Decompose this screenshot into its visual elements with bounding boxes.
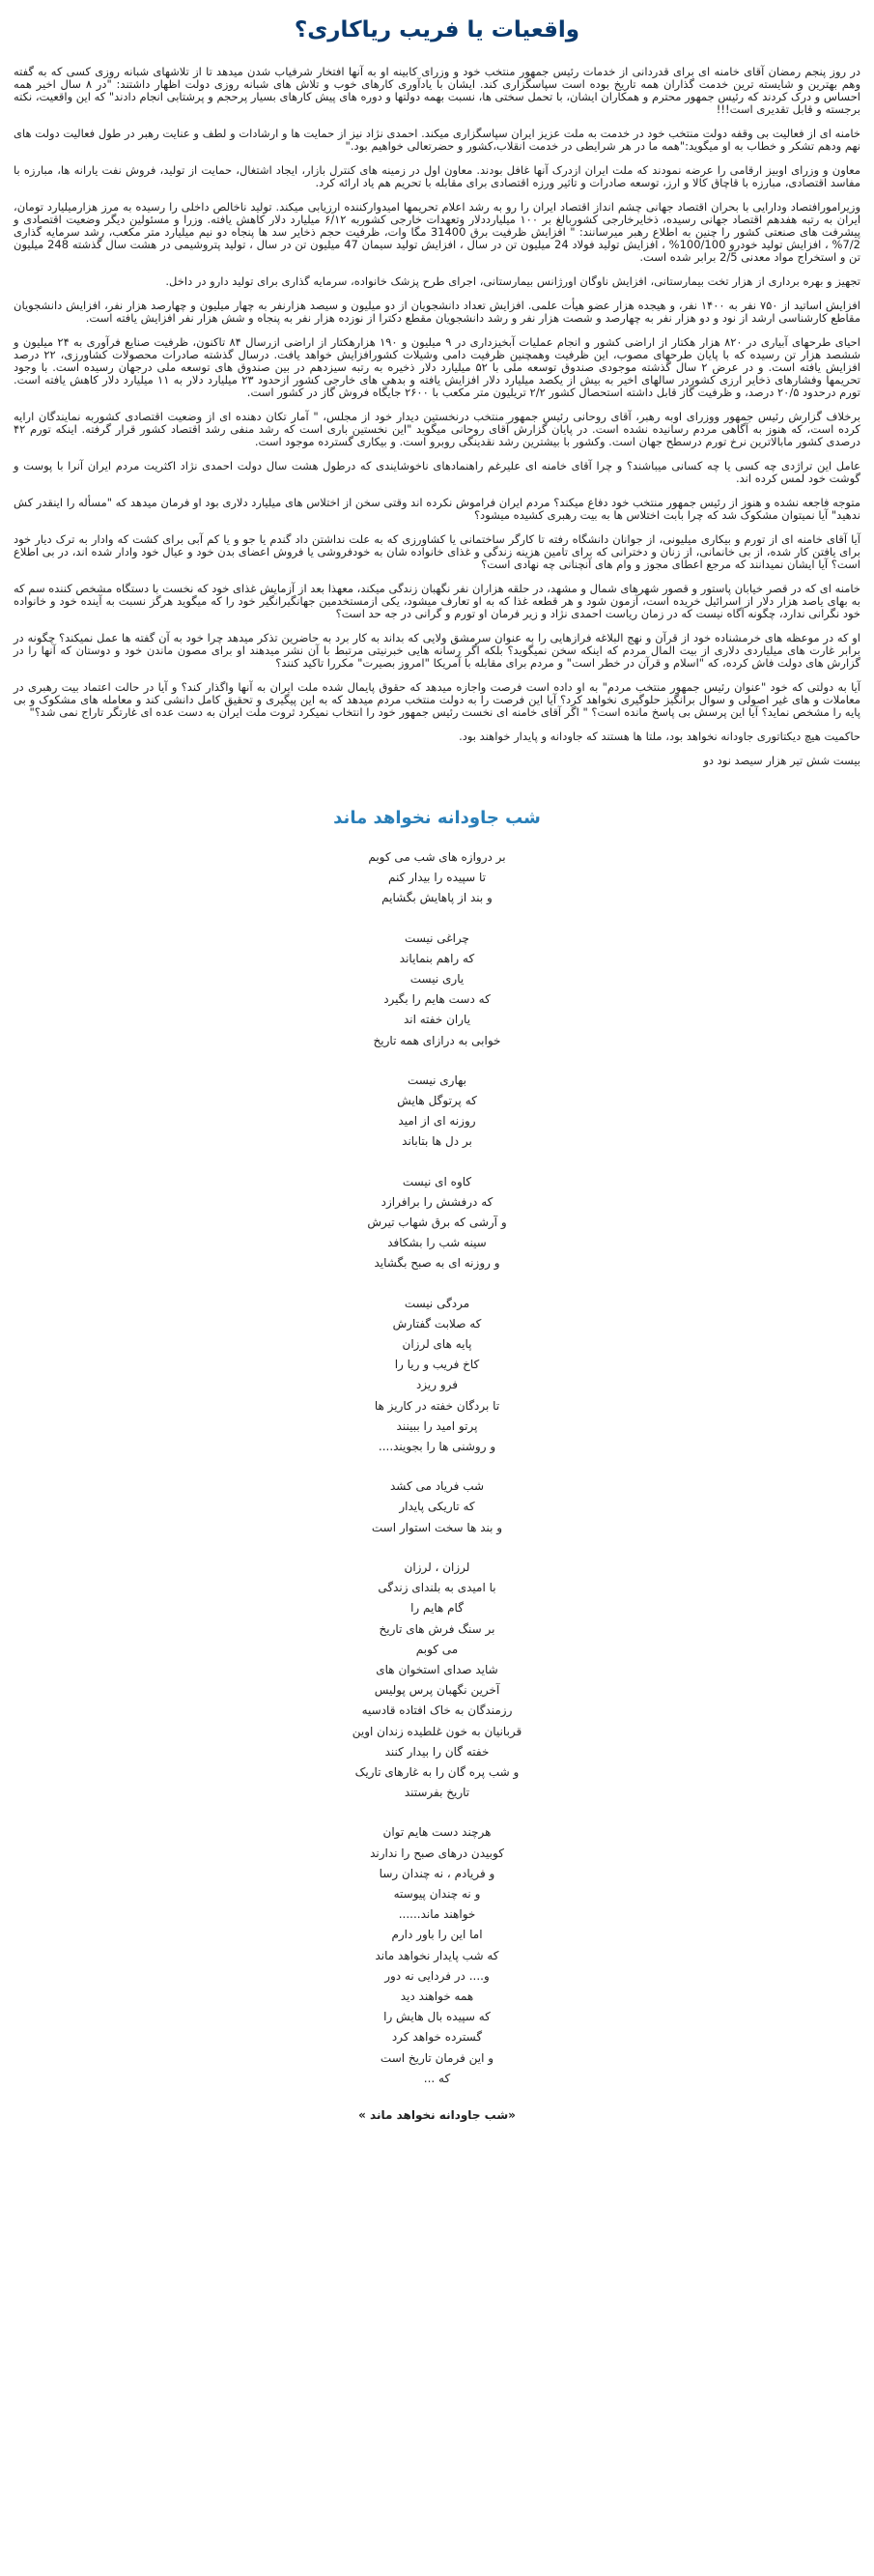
poem-line: قربانیان به خون غلطیده زندان اوین xyxy=(352,1724,522,1738)
paragraph: او که در موعظه های خرمشناده خود از قرآن و نهج البلاغه فرازهایی را به عنوان سرمشق ولایی که بداند به کار برد به حاضرین تذکر میدهد چرا خود به آن گفته ها عمل نمیکند؟ چگونه در برابر غارت های میلیاردی دلاری از بیت المال مردم که اینکه سخن نمیگوید؟ بلکه اگر رسانه هایی خبرنیتی مرتبط با آن نشر میدهند او برای مصون ماندن خود و دوستان که آنها را در گزارش های دولت فاش کرده، که "اسلام و قرآن در خطر است" و مردم برای مقابله با آمریکا "امروز بصیرت" مکررا تاکید کنند؟ xyxy=(14,631,860,670)
poem-line: و بند ها سخت استوار است xyxy=(371,1520,503,1534)
poem-line: همه خواهند دید xyxy=(400,1989,474,2003)
poem-line: سینه شب را بشکافد xyxy=(387,1236,487,1250)
poem-line: و این فرمان تاریخ است xyxy=(380,2050,494,2065)
paragraph: وزیرامورافتصاد ودارایی با بحران اقتصاد جهانی چشم انداز اقتصاد ایران را رو به رشد اعلام تحریمها امیدوارکننده ارزیابی میکند. تولید ناخالص داخلی را رسیده به مرز هزارمیلیارد تومان، ایران به رتبه هفدهم اقتصاد جهانی رسیده، ذخایرخارجی کشوربالغ بر ۱۰۰ میلیارددلار وتعهدات خارجی کشوربه ۶/۱۲ میلیارد دلار کاهش یافته. وزرا و مسئولین دیگر وضعیت اقتصادی و پیشرفت های صنعتی کشور را چنین به اطلاع رهبر میرسانند: " افزایش ظرفیت برق 31400 مگا وات، ظرفیت حجم ذخایر سد ها پنجاه دو نیم میلیارد متر مکعب، رشد سرمایه گذاری 7/2% ، افزایش تولید خودرو 100/100% ، افزایش تولید فولاد 24 میلیون تن در سال ، افزایش تولید سیمان 47 میلیون تن در سال ، تولید پتروشیمی در هشت سال گذشته 248 میلیون تن و استخراج مواد معدنی 2/5 برابر شده است. xyxy=(14,200,861,264)
poem-line: یاران خفته اند xyxy=(403,1013,471,1027)
poem-line: که پرتوگل هایش xyxy=(397,1094,477,1108)
poem-line: و شب پره گان را به غارهای تاریک xyxy=(354,1764,520,1779)
poem-line: تا سپیده را بیدار کنم xyxy=(388,871,486,885)
poem-line: که سپیده بال هایش را xyxy=(383,2010,491,2024)
poem-line: رزمندگان به خاک افتاده قادسیه xyxy=(361,1703,513,1718)
poem xyxy=(14,847,860,2089)
poem-line: که دست هایم را بگیرد xyxy=(383,992,491,1007)
poem-line: پرتو امید را ببینند xyxy=(396,1418,478,1433)
poem-stanza xyxy=(14,1172,860,1274)
poem-line: و فریادم ، نه چندان رسا xyxy=(379,1866,495,1880)
poem-line: که تاریکی پایدار xyxy=(399,1500,475,1514)
paragraph: آیا به دولتی که خود "عنوان رئیس جمهور منتخب مردم" به او داده است فرصت واجازه میدهد که حقوق پایمال شده ملت ایران به آنها واگذار کند؟ و آیا در حالت اعتماد بیت رهبری در معاملات و های غیر اصولی و سوال برانگیز حلوگیری نخواهد کرد؟ آیا این فرصت را به دولت منتخب مردم میدهد که به این پیگیری و تحقیق کامل دانشی کند و معامله های مشکوک و بی پایه را مشخص نماید؟ آیا این پرسش بی پاسخ مانده است؟ " اگر آقای خامنه ای نخست رئیس جمهور خود را انتخاب نمیکرد ثروت ملت ایران به دست عده ای غارتگر تاراج نمی شد؟" xyxy=(14,680,860,719)
poem-title: شب جاودانه نخواهد ماند xyxy=(333,808,541,828)
poem-line: آخرین نگهبان پرس پولیس xyxy=(374,1683,500,1698)
paragraph: احیای طرحهای آبیاری در ۸۲۰ هزار هکتار از اراضی کشور و انجام عملیات آبخیزداری در ۹ میلیون و ۱۹۰ هزارهکتار از اراضی ازرسال ۸۴ تاکنون، ظرفیت صنایع فرآوری به ۲۴ میلیون و ششصد هزار تن رسیده که با پایان طرحهای مصوب، این ظرفیت وهمچنین ظرفیت دامی وشیلات کشورافزایش خواهد یافت. درسال گذشته صادرات محصولات کشاورزی، ۲۲ درصد افزایش یافته است. و در عرض ۲ سال گذشته موجودی صندوق توسعه ملی با ۵۲ میلیارد دلار ذخیره به رتبه سیزدهم در بین صندوق های توسعه ملی درجهان رسیده است. با وجود تحریمها وفشارهای ذخایر ارزی کشوردر سالهای اخیر به بیش از یکصد میلیارد دلار افزایش یافته و بدهی های خارجی کشور ازحدود ۲۳ میلیارد دلار به ۱۱ میلیارد دلار کاهش یافته است. تورم درحدود ۲۰/۵ درصد، و ظرفیت گاز قابل داشته استحصال کشور ۲/۲ تریلیون متر مکعب با ۲۶۰۰ جایگاه فروش گاز در کشور است. xyxy=(14,335,860,399)
poem-stanza xyxy=(14,1822,860,2089)
poem-line: که صلابت گفتارش xyxy=(392,1316,482,1331)
paragraph: تجهیز و بهره برداری از هزار تخت بیمارستانی، افزایش ناوگان اورژانس بیمارستانی، اجرای طرح پزشک خانواده، سرمایه گذاری برای تولید دارو در داخل. xyxy=(165,274,860,288)
poem-line: کوبیدن درهای صبح را ندارند xyxy=(370,1846,504,1860)
paragraph: حاکمیت هیچ دیکتاتوری جاودانه نخواهد بود، ملتا ها هستند که جاودانه و پایدار خواهند بود. xyxy=(459,730,860,743)
poem-stanza xyxy=(14,1558,860,1803)
article-body xyxy=(14,66,860,767)
poem-line: که ... xyxy=(423,2071,451,2085)
poem-line: چراغی نیست xyxy=(405,930,469,945)
poem-stanza xyxy=(14,1476,860,1538)
poem-line: که درفشش را برافرازد xyxy=(381,1194,493,1209)
date-line: بیست شش تیر هزار سیصد نود دو xyxy=(703,754,860,767)
poem-line: هرچند دست هایم توان xyxy=(382,1825,492,1840)
poem-line: فرو ریزد xyxy=(415,1378,459,1392)
poem-line: بر دل ها بتاباند xyxy=(402,1134,472,1149)
poem-stanza xyxy=(14,847,860,909)
poem-line: و روشنی ها را بجویند.... xyxy=(378,1440,496,1454)
poem-line: بر دروازه های شب می کوبم xyxy=(368,850,506,864)
page-title: واقعیات یا فریب ریاکاری؟ xyxy=(294,17,580,43)
paragraph: در روز پنجم رمضان آقای خامنه ای برای قدردانی از خدمات رئیس جمهور منتخب خود و وزرای کابینه او به آنها افتخار شرفیاب شدن میدهد تا از تلاشهای شبانه روزی کسی که به گفته وهم بهترین و شایسته ترین خدمت گذاران همه تاریخ بوده است سپاسگزاری کند. ایشان با یادآوری کارهای خوب و تلاش های شبانه روزی دولت اظهار داشتند: "در ۸ سال اخیر همه احساس و درک کردند که رئیس جمهور محترم و همکاران ایشان، با تحمل سختی ها، نسبت بهمه دولتها و دوره های پیش کارهای بسیار پرحجم و پرشتابی انجام دادند" که این واقعیت، نکته برجسته و قابل تقدیری است!!! xyxy=(14,65,860,116)
paragraph: خامنه ای از فعالیت بی وقفه دولت منتخب خود در خدمت به ملت عزیز ایران سپاسگزاری میکند. احمدی نژاد نیز از حمایت ها و ارشادات و لطف و عنایت رهبر در طول فعالیت دولت های نهم ودهم تشکر و خطاب به او میگوید:"همه ما در هر شرایطی در خدمت انقلاب،کشور و حضرتعالی خواهیم بود." xyxy=(14,127,860,153)
poem-line: که شب پایدار نخواهد ماند xyxy=(375,1948,499,1962)
poem-line: روزنه ای از امید xyxy=(398,1114,476,1129)
paragraph: برخلاف گزارش رئیس جمهور ووزرای اوبه رهبر، آقای روحانی رئیس جمهور منتخب درنخستین دیدار خود از مجلس، " آمار تکان دهنده ای از وضعیت اقتصادی کشوربه نمایندگان ارایه کرده است، که هنوز به آگاهی مردم رسانیده نشده است. در پایان گزارش آقای روحانی میگوید "این نخستین باری است که رشد منفی رشد اقتصاد کشور قرار گرفته. اینکه تورم ۴۲ درصدی کشور مابالاترین نرخ تورم درسطح جهان است. وکشور با بیشترین رشد نقدینگی روبرو است. و بیکاری گسترده موجود است. xyxy=(14,410,860,448)
poem-line: شب فریاد می کشد xyxy=(389,1479,485,1494)
poem-closing-line: «شب جاودانه نخواهد ماند » xyxy=(358,2107,516,2122)
poem-line: که راهم بنمایاند xyxy=(399,951,475,965)
poem-line: بهاری نیست xyxy=(408,1073,466,1087)
poem-line: گام هایم را xyxy=(410,1601,464,1616)
poem-line: و.... در فردایی نه دور xyxy=(384,1968,490,1983)
poem-line: و نه چندان پیوسته xyxy=(393,1886,481,1901)
poem-line: اما این را باور دارم xyxy=(391,1928,483,1942)
poem-line: مردگی نیست xyxy=(404,1296,470,1310)
poem-line: کاوه ای نیست xyxy=(402,1174,472,1188)
poem-line: و روزنه ای به صبح بگشاید xyxy=(374,1256,500,1271)
paragraph: افزایش اساتید از ۷۵۰ نفر به ۱۴۰۰ نفر، و هیجده هزار عضو هیأت علمی. افزایش تعداد دانشجویان از دو میلیون و سیصد هزارنفر به چهار میلیون و چهارصد هزار نفر، افزایش دانشجویان مقاطع کارشناسی ارشد از نود و دو هزار نفر به چهارصد و شصت هزار نفر و رشد دانشجویان مقطع دکترا از نوزده هزار نفر به پنجاه و شش هزار نفر افزایش یافته است. xyxy=(14,299,860,325)
poem-line: و آرشی که برق شهاب تیرش xyxy=(367,1216,507,1230)
poem-line: خوابی به درازای همه تاریخ xyxy=(373,1033,501,1047)
poem-line: تا بردگان خفته در کاریز ها xyxy=(374,1398,500,1413)
poem-line: لرزان ، لرزان xyxy=(404,1560,470,1574)
poem-stanza xyxy=(14,929,860,1051)
poem-line: یاری نیست xyxy=(409,972,465,987)
poem-line: کاخ فریب و ریا را xyxy=(394,1358,480,1372)
poem-stanza xyxy=(14,1071,860,1153)
poem-stanza xyxy=(14,1294,860,1458)
poem-line: پایه های لرزان xyxy=(402,1337,472,1352)
poem-line: گسترده خواهد کرد xyxy=(391,2030,483,2045)
paragraph: معاون و وزرای اوبیز ارقامی را عرضه نمودند که ملت ایران ازدرک آنها غافل بودند. معاون اول در زمینه های کنترل بازار، ایجاد اشتغال، حمایت از تولید، فروش نفت یارانه ها، مبارزه با مفاسد اقتصادی، مبارزه با قاچاق کالا و ارز، توسعه صادرات و تاثیر ورزه اقتصادی برای مقابله با تحریم هم یاد ارائه کرد. xyxy=(14,163,860,189)
poem-line: با امیدی به بلندای زندگی xyxy=(378,1581,496,1595)
poem-line: تاریخ بفرستند xyxy=(404,1786,470,1800)
poem-line: خواهند ماند...... xyxy=(398,1907,476,1922)
paragraph: خامنه ای که در قصر خیابان پاستور و قصور شهرهای شمال و مشهد، در حلقه هزاران نفر نگهبان زندگی میکند، معهذا بعد از آزمایش غذای خود که نخست با دستگاه مشخص کننده سم که به بهای یاصد هزار دلار از اسرائیل خریده است، آزمون شود و هر قطعه غذا که به او تعارف میشود، یکی ازمستخدمین جهانگیرانگیر خود را که میگوید هرگز نسبت به آینده خود و خانواده خود نگرانی ندارد، چگونه آگاه نیست که در زمان ریاست احمدی نژاد و زیر فرمان او تورم و گرانی در جه حد است؟ xyxy=(14,582,860,620)
poem-line: و بند از پاهایش بگشایم xyxy=(381,891,493,905)
paragraph: آیا آقای خامنه ای از تورم و بیکاری میلیونی، از جوانان دانشگاه رفته تا کارگر ساختمانی یا کشاورزی که به علت نداشتن داد گندم یا جو و یا کم آبی برای کشت که وادار به ترک دیار خود برای یافتن کار شده، از بی خانمانی، از زنان و دخترانی که برای تامین هزینه زندگی و غذای خانواده شان به خودفروشی یا فروش اعضای بدن خود و عیال خود وادار شده اند، در بی اطلاع است؟ آیا ایشان نمیدانند که مرجع اعطای مجوز و وام های آنچنانی چه نهادی است؟ xyxy=(14,532,860,571)
poem-line: شاید صدای استخوان های xyxy=(376,1662,498,1676)
poem-line: خفته گان را بیدار کنند xyxy=(384,1744,490,1759)
poem-line: بر سنگ فرش های تاریخ xyxy=(379,1621,495,1636)
paragraph: متوجه فاجعه نشده و هنوز از رئیس جمهور منتخب خود دفاع میکند؟ مردم ایران فراموش نکرده اند وقتی سخن از اختلاس های میلیارد دلاری بود او فرمان میدهد که "مسأله را اینقدر کش ندهید" آیا نمیتوان مشکوک شد که چرا بابت اختلاس ها به بیت رهبری کشیده میشود؟ xyxy=(14,496,860,522)
poem-line: می کوبم xyxy=(415,1642,459,1656)
paragraph: عامل این تراژدی چه کسی یا چه کسانی میباشند؟ و چرا آقای خامنه ای علیرغم راهنمادهای ناخوشایندی که درطول هشت سال دولت احمدی نژاد اکثریت مردم ایران آنرا با پوست و گوشت خود لمس کرده اند. xyxy=(14,459,860,485)
